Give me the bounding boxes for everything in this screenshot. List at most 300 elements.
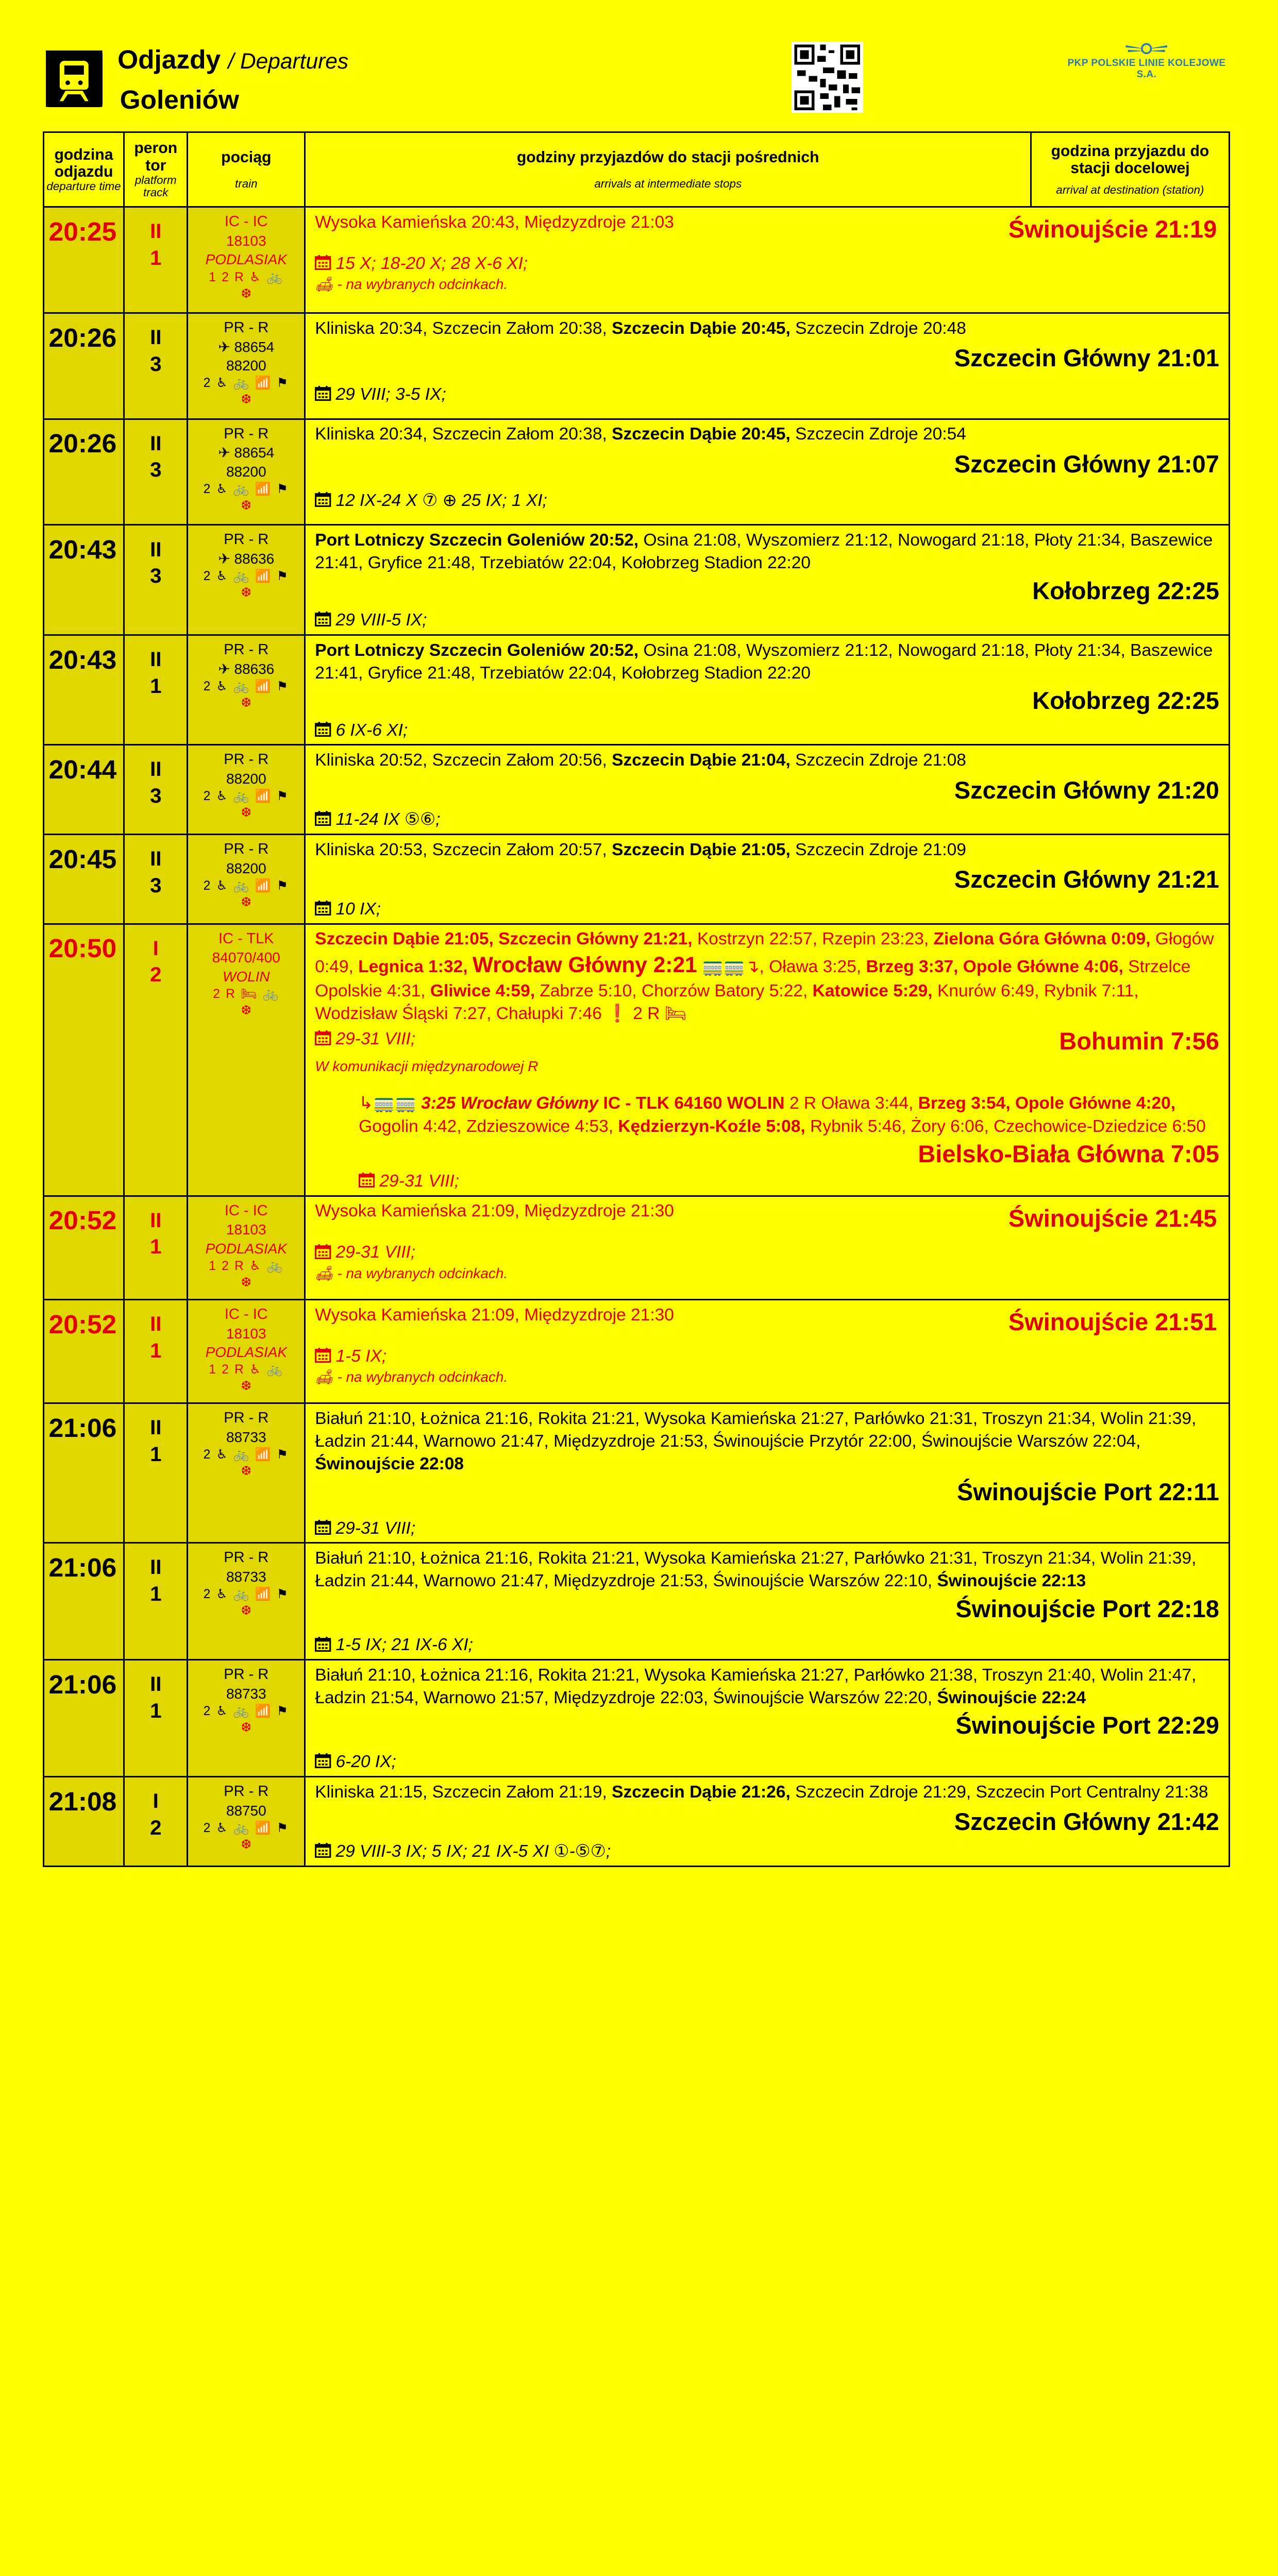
calendar-icon (315, 1843, 331, 1858)
couchette-icon: 🛋 (315, 276, 338, 293)
table-row (43, 419, 1229, 525)
winged-wheel-icon (1123, 42, 1169, 56)
calendar-text: 29 VIII-3 IX; 5 IX; 21 IX-5 XI ①-⑤⑦; (335, 1841, 611, 1861)
stops-text: Wysoka Kamieńska 21:09, Międzyzdroje 21:30 (315, 1201, 674, 1221)
stop-segment: Szczecin Zdroje 20:48 (790, 318, 966, 338)
calendar-line (315, 1517, 1219, 1540)
train-amenity-icons: 2 ♿ 🚲 📶 ⚑ (203, 1821, 289, 1836)
departure-time: 20:26 (43, 419, 124, 525)
connection-destination: Bielsko-Biała Główna 7:05 (918, 1140, 1219, 1167)
intermediate-stops (315, 1408, 1219, 1476)
train-number: ✈ 88654 (218, 338, 275, 355)
destination-line (315, 1476, 1219, 1508)
departure-time: 21:08 (43, 1777, 124, 1867)
stop-segment: Szczecin Dąbie 21:05, (612, 840, 791, 859)
train-cell (188, 1543, 305, 1660)
couchette-icon: 🛋 (315, 1265, 338, 1281)
stop-segment: Legnica 1:32, (358, 957, 468, 976)
train-amenity-icons: 2 R 🛏 🚲 (213, 987, 280, 1001)
note-line (315, 1264, 1219, 1283)
stops-cell (305, 834, 1229, 924)
train-number: ✈ 88654 (218, 445, 275, 461)
platform: II (150, 757, 162, 781)
destination: Kołobrzeg 22:25 (1032, 687, 1219, 715)
train-category: PR - R (224, 531, 269, 548)
departure-time: 21:06 (43, 1660, 124, 1777)
destination-line (315, 575, 1219, 607)
train-number: 88733 (226, 1685, 266, 1702)
calendar-icon (315, 1030, 331, 1045)
train-number: 88733 (226, 1429, 266, 1445)
stop-segment: Zielona Góra Główna 0:09, (933, 929, 1151, 949)
train-amenity-icons: 2 ♿ 🚲 📶 ⚑ (203, 569, 289, 584)
calendar-icon (315, 1753, 331, 1768)
table-row (43, 635, 1229, 744)
train-category: IC - IC (224, 1306, 268, 1323)
destination: Bohumin 7:56 (1059, 1027, 1219, 1055)
table-row (43, 525, 1229, 635)
stop-segment: Białuń 21:10, Łożnica 21:16, Rokita 21:21, Wysoka Kamieńska 21:27, Parłówko 21:38, Troszyn 21:40, Wolin 21:47, Ładzin 21:54, Warnowo 21:57, Międzyzdroje 22:03, Świnoujście Warszów 22:20, (315, 1665, 1197, 1708)
air-conditioning-icon: ❆ (241, 586, 252, 600)
calendar-line (315, 383, 1219, 406)
stops-cell (305, 1660, 1229, 1777)
stops-cell (305, 745, 1229, 835)
stop-segment: Port Lotniczy Szczecin Goleniów 20:52, (315, 531, 639, 550)
air-conditioning-icon: ❆ (241, 1003, 252, 1018)
departure-time: 20:52 (43, 1299, 124, 1403)
platform-track-cell (124, 924, 188, 1196)
col-header-time: godzina odjazdu departure time (43, 132, 124, 207)
train-cell (188, 313, 305, 419)
track: 3 (150, 564, 162, 588)
air-conditioning-icon: ❆ (241, 393, 252, 407)
calendar-icon (315, 901, 331, 916)
stop-segment: Port Lotniczy Szczecin Goleniów 20:52, (315, 640, 639, 660)
train-number: ✈ 88636 (218, 551, 275, 567)
train-category: PR - R (224, 425, 269, 442)
destination: Kołobrzeg 22:25 (1032, 577, 1219, 604)
col-header-train: pociąg train (188, 132, 305, 207)
stop-segment (468, 957, 473, 976)
connection-rest-2: Rybnik 5:46, Żory 6:06, Czechowice-Dziedzice 6:50 (805, 1116, 1206, 1136)
platform: II (150, 219, 162, 243)
calendar-text: 6-20 IX; (335, 1752, 396, 1772)
train-number: 84070/400 (212, 950, 280, 966)
stop-segment: Osina 21:08, Wyszomierz 21:12, Nowogard 21:18, Płoty 21:34, Baszewice 21:41, Gryfice 21:48, Trzebiatów 22:04, Kołobrzeg Stadion 22:20 (315, 531, 1213, 573)
stop-segment: Kliniska 20:34, Szczecin Załom 20:38, (315, 318, 612, 338)
destination-line (315, 1806, 1219, 1838)
table-row (43, 1196, 1229, 1299)
connection-mid: 2 R Oława 3:44, (784, 1094, 918, 1113)
train-category: PR - R (224, 1783, 269, 1800)
train-category: PR - R (224, 1410, 269, 1427)
intermediate-stops (315, 839, 1219, 861)
calendar-text: 15 X; 18-20 X; 28 X-6 XI; (335, 254, 528, 274)
destination: Szczecin Główny 21:01 (954, 344, 1219, 372)
calendar-icon (315, 612, 331, 626)
table-row (43, 1777, 1229, 1867)
page-title: Odjazdy / Departures (117, 44, 349, 74)
calendar-icon (315, 722, 331, 737)
stop-segment: Wrocław Główny 2:21 (472, 953, 697, 977)
calendar-icon (315, 811, 331, 826)
track: 1 (150, 1582, 162, 1605)
destination-line (315, 342, 1219, 374)
departure-time: 20:44 (43, 745, 124, 835)
track: 3 (150, 784, 162, 807)
train-number: 18103 (226, 1222, 266, 1238)
note-text: - na wybranych odcinkach. (337, 276, 508, 293)
calendar-text: 29 VIII; 3-5 IX; (335, 385, 446, 404)
train-name: PODLASIAK (205, 251, 287, 268)
track: 3 (150, 458, 162, 482)
table-row (43, 1543, 1229, 1660)
platform-track-cell (124, 313, 188, 419)
stop-segment: Kliniska 20:53, Szczecin Załom 20:57, (315, 840, 612, 859)
stop-segment: Szczecin Zdroje 20:54 (790, 425, 966, 444)
train-cell (188, 635, 305, 744)
stops-cell (305, 207, 1229, 313)
stop-segment: Kostrzyn 22:57, Rzepin 23:23, (692, 929, 934, 949)
calendar-text: 1-5 IX; 21 IX-6 XI; (335, 1635, 473, 1655)
train-cell (188, 924, 305, 1196)
destination: Szczecin Główny 21:07 (954, 450, 1219, 478)
platform-track-cell (124, 1196, 188, 1299)
calendar-text: 29-31 VIII; (335, 1518, 416, 1538)
platform: II (150, 1672, 162, 1696)
train-category: PR - R (224, 641, 269, 658)
connection-lead: 3:25 Wrocław Główny (421, 1094, 599, 1113)
destination: Szczecin Główny 21:42 (954, 1808, 1219, 1836)
calendar-icon (315, 255, 331, 270)
departure-time: 21:06 (43, 1543, 124, 1660)
stop-segment: Kliniska 20:34, Szczecin Załom 20:38, (315, 425, 612, 444)
stop-segment: Świnoujście 22:08 (315, 1454, 464, 1474)
destination-line (315, 1025, 1219, 1057)
platform-track-cell (124, 419, 188, 525)
platform-track-cell (124, 525, 188, 635)
train-amenity-icons: 1 2 R ♿ 🚲 (209, 270, 284, 284)
train-name: PODLASIAK (205, 1344, 287, 1360)
platform-track-cell (124, 207, 188, 313)
connection-rest-1: Gogolin 4:42, Zdzieszowice 4:53, (359, 1116, 618, 1136)
couchette-icon: 🛋 (315, 1368, 338, 1385)
train-cell (188, 1777, 305, 1867)
intermediate-stops (315, 423, 1219, 446)
train-number: 88200 (226, 860, 266, 876)
track: 2 (150, 1816, 162, 1839)
stop-segment: Głogów 0:49, (315, 929, 1214, 976)
track: 3 (150, 873, 162, 897)
calendar-text: 29 VIII-5 IX; (335, 611, 427, 630)
platform: II (150, 537, 162, 561)
calendar-line (315, 489, 1219, 512)
stop-segment: Zabrze 5:10, Chorzów Batory 5:22, (535, 981, 813, 1001)
table-row (43, 1660, 1229, 1777)
connection-prefix: ↳🚃🚃 (359, 1094, 422, 1113)
calendar-icon (315, 1244, 331, 1259)
platform: II (150, 648, 162, 671)
air-conditioning-icon: ❆ (241, 1721, 252, 1735)
air-conditioning-icon: ❆ (241, 895, 252, 909)
track: 1 (150, 1338, 162, 1362)
platform-track-cell (124, 1299, 188, 1403)
calendar-text: 6 IX-6 XI; (335, 720, 408, 740)
train-number-2: 88200 (226, 463, 266, 480)
destination: Świnoujście Port 22:29 (955, 1711, 1219, 1739)
table-row (43, 313, 1229, 419)
stops-cell (305, 1403, 1229, 1543)
platform: II (150, 326, 162, 349)
track: 2 (150, 963, 162, 987)
calendar-line (315, 898, 1219, 921)
stops-text: Wysoka Kamieńska 20:43, Międzyzdroje 21:03 (315, 212, 674, 232)
stops-cell (305, 1777, 1229, 1867)
track: 1 (150, 1235, 162, 1259)
train-amenity-icons: 2 ♿ 🚲 📶 ⚑ (203, 1704, 289, 1719)
train-number: 88200 (226, 771, 266, 787)
stops-cell (305, 525, 1229, 635)
stop-segment: Knurów 6:49, Rybnik 7:11, Wodzisław Śląski 7:27, Chałupki 7:46 ❗ 2 R 🛏 (315, 981, 1139, 1023)
platform-track-cell (124, 1403, 188, 1543)
platform: II (150, 431, 162, 455)
stops-cell (305, 1543, 1229, 1660)
note-text: - na wybranych odcinkach. (337, 1368, 508, 1385)
stops-text: Wysoka Kamieńska 21:09, Międzyzdroje 21:30 (315, 1305, 674, 1325)
destination-line (315, 685, 1219, 717)
stop-segment: Szczecin Zdroje 21:08 (790, 751, 966, 770)
calendar-text: 10 IX; (335, 899, 381, 919)
calendar-line (315, 1345, 1219, 1368)
train-amenity-icons: 2 ♿ 🚲 📶 ⚑ (203, 1587, 289, 1602)
table-row (43, 834, 1229, 924)
train-category: PR - R (224, 1666, 269, 1683)
table-header-row (43, 132, 1229, 207)
stops-cell (305, 635, 1229, 744)
air-conditioning-icon: ❆ (241, 1838, 252, 1852)
calendar-icon (315, 1637, 331, 1652)
stop-segment: 🚃🚃↴, Oława 3:25, (697, 957, 866, 976)
calendar-text: 29-31 VIII; (335, 1243, 416, 1262)
calendar-text: 29-31 VIII; (379, 1171, 460, 1191)
air-conditioning-icon: ❆ (241, 1379, 252, 1394)
stop-segment: Świnoujście 22:24 (937, 1688, 1086, 1708)
stop-segment: Białuń 21:10, Łożnica 21:16, Rokita 21:21, Wysoka Kamieńska 21:27, Parłówko 21:31, Troszyn 21:34, Wolin 21:39, Ładzin 21:44, Warnowo 21:47, Międzyzdroje 21:53, Świnoujście Przytór 22:00, Świnoujście Warszów 22:04, (315, 1409, 1197, 1451)
stop-segment: Szczecin Zdroje 21:09 (790, 840, 966, 859)
air-conditioning-icon: ❆ (241, 1276, 252, 1290)
intermediate-stops (315, 317, 1219, 340)
train-amenity-icons: 2 ♿ 🚲 📶 ⚑ (203, 679, 289, 693)
platform: II (150, 1555, 162, 1579)
calendar-line (315, 1241, 1219, 1264)
table-row (43, 745, 1229, 835)
air-conditioning-icon: ❆ (241, 286, 252, 301)
calendar-line (315, 1840, 1219, 1863)
through-coach-connection (359, 1092, 1219, 1193)
platform-track-cell (124, 1543, 188, 1660)
train-category: PR - R (224, 751, 269, 768)
train-icon (46, 50, 103, 107)
destination-line (315, 1709, 1219, 1741)
train-amenity-icons: 2 ♿ 🚲 📶 ⚑ (203, 879, 289, 893)
train-number-2: 88200 (226, 358, 266, 374)
intermediate-stops (315, 928, 1219, 1025)
air-conditioning-icon: ❆ (241, 1464, 252, 1479)
train-amenity-icons: 2 ♿ 🚲 📶 ⚑ (203, 482, 289, 497)
intermediate-stops (315, 749, 1219, 772)
table-row (43, 1299, 1229, 1403)
stops-cell (305, 924, 1229, 1196)
connection-bold-1: Brzeg 3:54, Opole Główne 4:20, (918, 1094, 1176, 1113)
note-line (315, 1368, 1219, 1387)
table-row (43, 207, 1229, 313)
departure-time: 20:50 (43, 924, 124, 1196)
train-category: PR - R (224, 840, 269, 857)
stop-segment: Osina 21:08, Wyszomierz 21:12, Nowogard 21:18, Płoty 21:34, Baszewice 21:41, Gryfice 21:48, Trzebiatów 22:04, Kołobrzeg Stadion 22:20 (315, 640, 1213, 683)
platform: I (153, 1789, 159, 1813)
stop-segment: Kliniska 20:52, Szczecin Załom 20:56, (315, 751, 612, 770)
stop-segment: Szczecin Dąbie 21:04, (612, 751, 791, 770)
departure-time: 20:43 (43, 635, 124, 744)
destination: Szczecin Główny 21:20 (954, 776, 1219, 804)
train-number: 88750 (226, 1802, 266, 1819)
train-cell (188, 1660, 305, 1777)
destination-line (315, 863, 1219, 895)
calendar-line (315, 1634, 1219, 1656)
col-header-track: peron tor platform track (124, 132, 188, 207)
train-cell (188, 1196, 305, 1299)
departure-time: 20:52 (43, 1196, 124, 1299)
intermediate-stops (315, 639, 1219, 685)
platform: I (153, 936, 159, 960)
train-amenity-icons: 1 2 R ♿ 🚲 (209, 1259, 284, 1274)
table-row (43, 924, 1229, 1196)
train-cell (188, 834, 305, 924)
calendar-icon (315, 386, 331, 401)
track: 1 (150, 246, 162, 269)
calendar-line (315, 252, 1219, 275)
calendar-text: 11-24 IX ⑤⑥; (335, 810, 441, 829)
calendar-text: 1-5 IX; (335, 1346, 387, 1366)
stop-segment: Szczecin Dąbie 20:45, (612, 425, 791, 444)
qr-code-icon (792, 42, 863, 113)
train-category: PR - R (224, 1549, 269, 1566)
departure-time: 20:26 (43, 313, 124, 419)
destination: Szczecin Główny 21:21 (954, 866, 1219, 893)
track: 1 (150, 1442, 162, 1466)
note-text: - na wybranych odcinkach. (337, 1265, 508, 1281)
air-conditioning-icon: ❆ (241, 806, 252, 820)
stop-segment: Gliwice 4:59, (430, 981, 535, 1001)
calendar-line (315, 808, 1219, 831)
departure-time: 21:06 (43, 1403, 124, 1543)
train-category: IC - IC (224, 1202, 268, 1219)
platform: II (150, 847, 162, 871)
train-name: PODLASIAK (205, 1240, 287, 1257)
calendar-icon (315, 492, 331, 507)
train-amenity-icons: 2 ♿ 🚲 📶 ⚑ (203, 376, 289, 391)
air-conditioning-icon: ❆ (241, 696, 252, 710)
calendar-line (315, 719, 1219, 742)
train-cell (188, 525, 305, 635)
stops-cell (305, 1299, 1229, 1403)
stop-segment: Brzeg 3:37, Opole Główne 4:06, (866, 957, 1123, 976)
calendar-line (315, 1751, 1219, 1773)
train-number: 18103 (226, 233, 266, 249)
platform-track-cell (124, 1777, 188, 1867)
train-category: PR - R (224, 319, 269, 336)
intermediate-stops (315, 1547, 1219, 1593)
train-number: 88733 (226, 1569, 266, 1585)
intermediate-stops (315, 1781, 1219, 1804)
train-cell (188, 1403, 305, 1543)
platform: II (150, 1416, 162, 1439)
destination: Świnoujście 21:19 (1008, 215, 1217, 243)
calendar-line (315, 609, 1219, 632)
train-number: 18103 (226, 1325, 266, 1342)
platform-track-cell (124, 834, 188, 924)
train-amenity-icons: 1 2 R ♿ 🚲 (209, 1363, 284, 1377)
train-cell (188, 745, 305, 835)
destination-line (315, 774, 1219, 806)
destination: Świnoujście Port 22:11 (957, 1478, 1219, 1505)
train-category: IC - TLK (218, 930, 274, 947)
note-line (315, 275, 1219, 294)
destination-line (315, 448, 1219, 480)
col-header-destination: godzina przyjazdu do stacji docelowej arrival at destination (station) (1031, 132, 1230, 207)
stop-segment: Kliniska 21:15, Szczecin Załom 21:19, (315, 1782, 612, 1802)
station-name: Goleniów (120, 84, 239, 115)
calendar-text: 29-31 VIII; (335, 1029, 416, 1048)
platform-track-cell (124, 745, 188, 835)
stops-cell (305, 1196, 1229, 1299)
track: 1 (150, 1699, 162, 1722)
train-category: IC - IC (224, 213, 268, 230)
air-conditioning-icon: ❆ (241, 499, 252, 513)
international-note: W komunikacji międzynarodowej R (315, 1058, 539, 1075)
stop-segment: Katowice 5:29, (812, 981, 933, 1001)
train-amenity-icons: 2 ♿ 🚲 📶 ⚑ (203, 1448, 289, 1462)
stops-cell (305, 313, 1229, 419)
platform-track-cell (124, 635, 188, 744)
train-name: WOLIN (223, 968, 270, 985)
stop-segment: Szczecin Zdroje 21:29, Szczecin Port Centralny 21:38 (790, 1782, 1208, 1802)
col-header-stops: godziny przyjazdów do stacji pośrednich arrivals at intermediate stops (305, 132, 1031, 207)
connection-bold-2: Kędzierzyn-Koźle 5:08, (618, 1116, 805, 1136)
air-conditioning-icon: ❆ (241, 1604, 252, 1618)
stops-cell (305, 419, 1229, 525)
calendar-text: 12 IX-24 X ⑦ ⊕ 25 IX; 1 XI; (335, 491, 547, 510)
pkp-logo: PKP POLSKIE LINIE KOLEJOWE S.A. (1060, 42, 1233, 80)
platform-track-cell (124, 1660, 188, 1777)
stop-segment: Świnoujście 22:13 (937, 1571, 1086, 1591)
train-number: ✈ 88636 (218, 660, 275, 677)
table-row (43, 1403, 1229, 1543)
connection-calendar (359, 1170, 1219, 1193)
intermediate-stops (315, 529, 1219, 575)
track: 3 (150, 352, 162, 376)
intermediate-stops (315, 1664, 1219, 1710)
destination: Świnoujście 21:51 (1008, 1308, 1217, 1336)
platform: II (150, 1312, 162, 1336)
calendar-icon (359, 1173, 375, 1188)
train-cell (188, 207, 305, 313)
connection-train: IC - TLK 64160 WOLIN (598, 1094, 785, 1113)
stop-segment: Szczecin Dąbie 21:26, (612, 1782, 791, 1802)
track: 1 (150, 674, 162, 698)
train-amenity-icons: 2 ♿ 🚲 📶 ⚑ (203, 789, 289, 804)
departure-time: 20:45 (43, 834, 124, 924)
